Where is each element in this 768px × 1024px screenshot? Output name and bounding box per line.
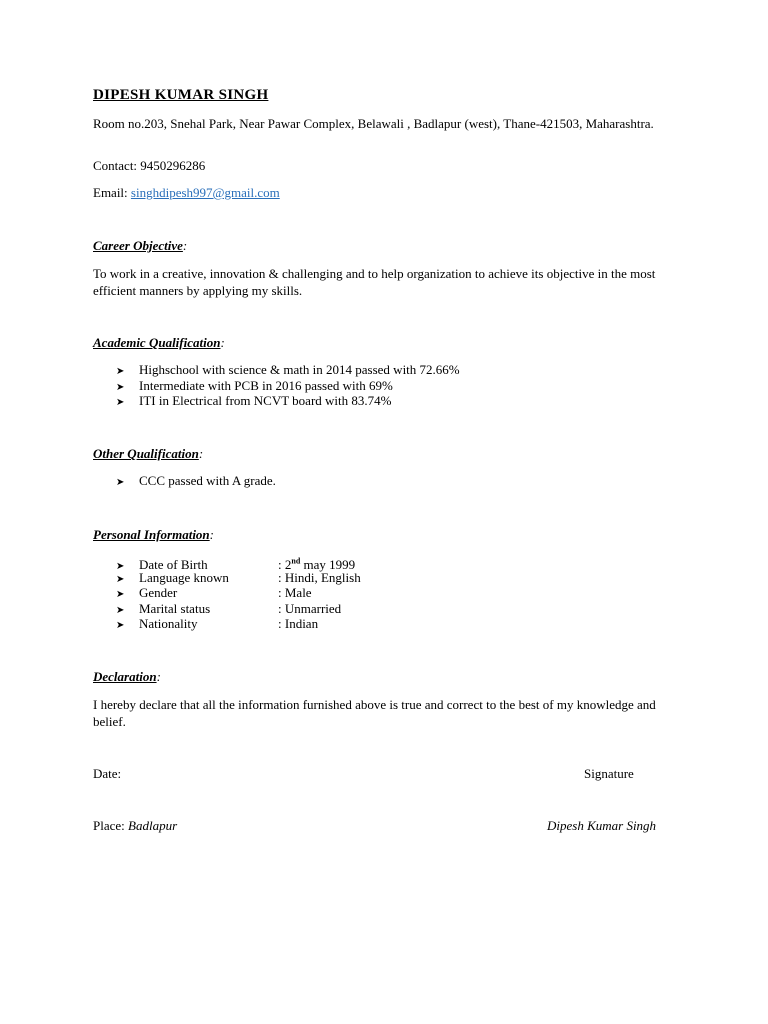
heading-colon: : xyxy=(198,446,204,461)
pi-label-dob: Date of Birth xyxy=(139,557,208,573)
pi-label-nationality: Nationality xyxy=(139,616,198,631)
other-qualification-heading: Other Qualification xyxy=(93,446,199,461)
pi-label-marital-status: Marital status xyxy=(139,600,211,616)
arrow-bullet-icon: ➤ xyxy=(116,397,125,408)
career-objective-heading-row xyxy=(93,238,187,254)
list-item-text: ITI in Electrical from NCVT board with 83.74% xyxy=(139,393,392,408)
place-line xyxy=(93,818,177,834)
address: Room no.203, Snehal Park, Near Pawar Complex, Belawali , Badlapur (west), Thane-421503, Maharashtra. xyxy=(93,116,654,131)
arrow-bullet-icon: ➤ xyxy=(116,573,125,585)
personal-information-heading-row xyxy=(93,527,214,543)
other-qualification-heading-row xyxy=(93,446,203,462)
candidate-name: DIPESH KUMAR SINGH xyxy=(93,87,269,103)
declaration-heading: Declaration xyxy=(93,669,157,684)
place-value: Badlapur xyxy=(128,818,178,833)
pi-value-nationality: : Indian xyxy=(278,616,319,631)
email-label: Email: xyxy=(93,185,128,200)
academic-qualification-heading-row xyxy=(93,335,225,351)
declaration-heading-row xyxy=(93,669,161,685)
arrow-bullet-icon: ➤ xyxy=(116,604,125,616)
list-item-text: Intermediate with PCB in 2016 passed with 69% xyxy=(139,377,393,393)
academic-qualification-list xyxy=(116,362,460,409)
contact-label: Contact: xyxy=(93,158,138,173)
list-item xyxy=(116,393,460,409)
list-item xyxy=(116,616,361,632)
personal-information-list xyxy=(116,554,361,632)
place-label: Place: xyxy=(93,818,125,833)
heading-colon: : xyxy=(156,669,161,684)
declaration-text: I hereby declare that all the information furnished above is true and correct to the best of my knowledge and belief. xyxy=(93,697,656,729)
email-link[interactable]: singhdipesh997@gmail.com xyxy=(130,185,280,200)
arrow-bullet-icon: ➤ xyxy=(116,366,125,377)
dob-ordinal: nd xyxy=(291,557,301,566)
signature-name: Dipesh Kumar Singh xyxy=(547,818,657,833)
arrow-bullet-icon: ➤ xyxy=(116,477,125,488)
list-item-text: Highschool with science & math in 2014 passed with 72.66% xyxy=(139,362,460,377)
personal-information-heading: Personal Information xyxy=(93,527,210,542)
arrow-bullet-icon: ➤ xyxy=(116,620,125,631)
list-item xyxy=(116,362,460,378)
list-item xyxy=(116,601,361,617)
list-item xyxy=(116,554,361,573)
contact-line xyxy=(93,158,205,174)
list-item xyxy=(116,585,361,601)
career-objective-text: To work in a creative, innovation & challenging and to help organization to achieve its objective in the most efficient manners by applying my skills. xyxy=(93,266,656,298)
career-objective-heading: Career Objective xyxy=(93,238,183,253)
list-item xyxy=(116,570,361,586)
dob-rest: may 1999 xyxy=(300,557,356,573)
arrow-bullet-icon: ➤ xyxy=(116,561,125,573)
heading-colon: : xyxy=(220,335,225,350)
academic-qualification-heading: Academic Qualification xyxy=(93,335,221,350)
heading-colon: : xyxy=(209,527,215,542)
heading-colon: : xyxy=(182,238,188,253)
list-item xyxy=(116,378,460,394)
pi-value-gender: : Male xyxy=(278,585,312,600)
pi-label-language: Language known xyxy=(139,569,229,585)
signature-label: Signature xyxy=(584,766,634,781)
dob-day: : 2 xyxy=(278,557,292,573)
list-item xyxy=(116,473,276,489)
pi-value-language: : Hindi, English xyxy=(278,569,361,585)
arrow-bullet-icon: ➤ xyxy=(116,381,125,393)
contact-number: 9450296286 xyxy=(140,158,206,173)
list-item-text: CCC passed with A grade. xyxy=(139,473,276,488)
pi-label-gender: Gender xyxy=(139,585,178,600)
other-qualification-list xyxy=(116,473,276,489)
email-line xyxy=(93,185,280,201)
date-label: Date: xyxy=(93,766,122,781)
pi-value-marital-status: : Unmarried xyxy=(278,600,342,616)
arrow-bullet-icon: ➤ xyxy=(116,589,125,600)
